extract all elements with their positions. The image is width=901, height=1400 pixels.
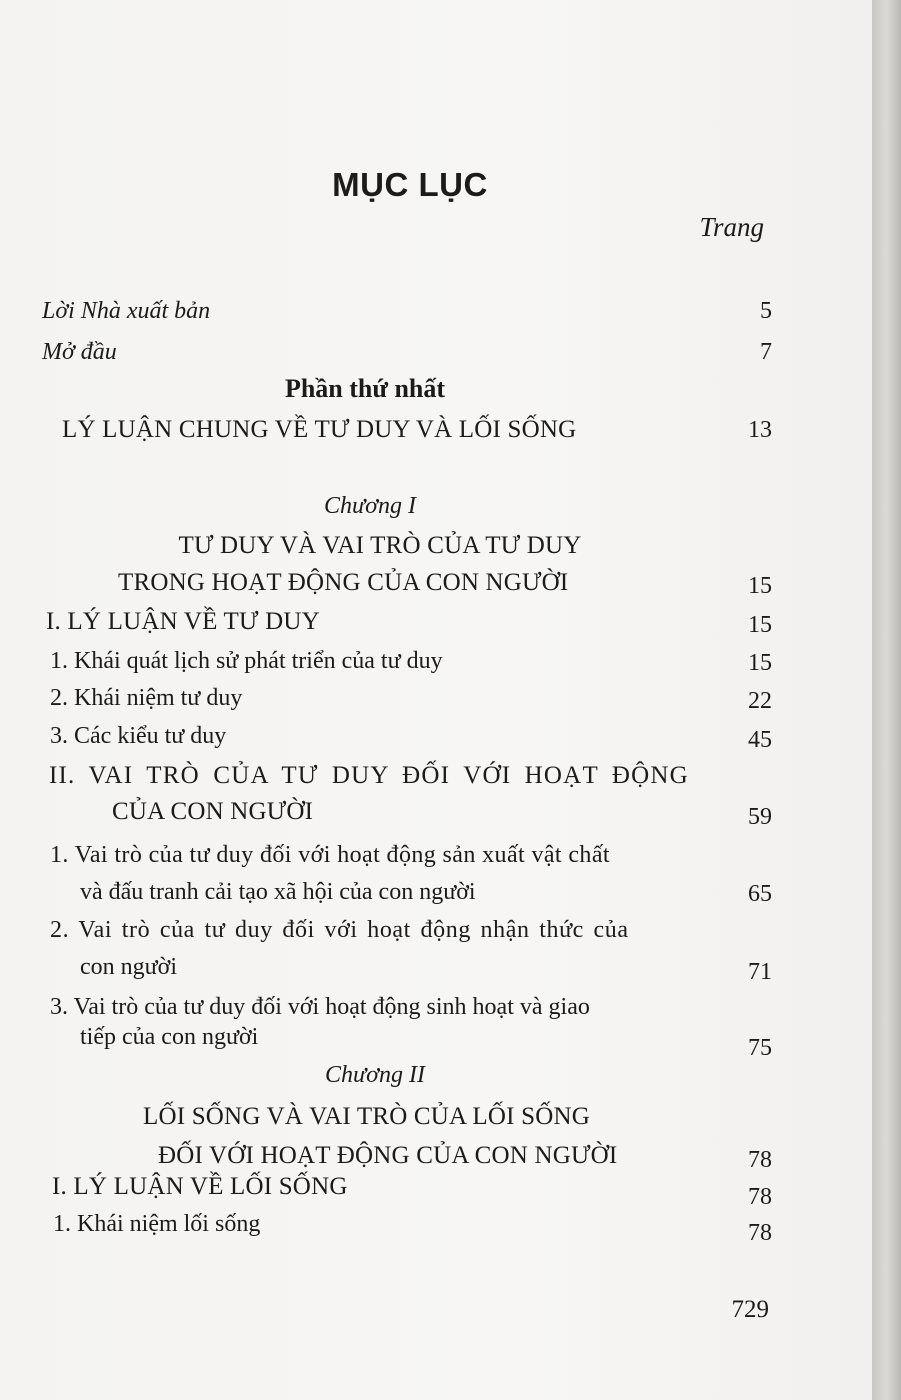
toc-entry-text: tiếp của con người [80, 1024, 259, 1050]
toc-entry-text: 2. Khái niệm tư duy [50, 685, 243, 711]
toc-entry-page: 71 [748, 959, 772, 985]
section-title: I. LÝ LUẬN VỀ TƯ DUY [46, 608, 320, 635]
toc-entry-page: 75 [748, 1035, 772, 1061]
section-title: II. VAI TRÒ CỦA TƯ DUY ĐỐI VỚI HOẠT ĐỘNG [49, 762, 689, 789]
page-number: 729 [731, 1296, 769, 1323]
toc-entry-page: 59 [748, 804, 772, 830]
chapter-heading: Chương II [325, 1062, 425, 1088]
part-heading: Phần thứ nhất [284, 374, 446, 403]
toc-entry-page: 78 [748, 1147, 772, 1173]
chapter-title: LỐI SỐNG VÀ VAI TRÒ CỦA LỐI SỐNG [143, 1103, 590, 1130]
toc-entry-text: 3. Vai trò của tư duy đối với hoạt động sinh hoạt và giao [50, 994, 590, 1020]
toc-entry-page: 78 [748, 1220, 772, 1246]
toc-entry-text: con người [80, 954, 178, 980]
section-title: CỦA CON NGƯỜI [112, 798, 314, 825]
toc-entry-page: 78 [748, 1184, 772, 1210]
toc-entry-text: Lời Nhà xuất bản [42, 298, 211, 324]
chapter-title: ĐỐI VỚI HOẠT ĐỘNG CỦA CON NGƯỜI [158, 1142, 618, 1169]
toc-entry-page: 15 [748, 573, 772, 599]
toc-entry-text: 1. Vai trò của tư duy đối với hoạt động sản xuất vật chất [50, 842, 610, 868]
chapter-heading: Chương I [324, 493, 416, 519]
book-page-edge [872, 0, 901, 1400]
page-column-label: Trang [699, 212, 764, 242]
page-title: MỤC LỤC [332, 166, 488, 203]
toc-entry-page: 15 [748, 650, 772, 676]
toc-entry-page: 45 [748, 727, 772, 753]
toc-entry-page: 15 [748, 612, 772, 638]
toc-entry-page: 65 [748, 881, 772, 907]
toc-entry-text: 1. Khái quát lịch sử phát triển của tư duy [50, 648, 443, 674]
toc-entry-page: 13 [748, 417, 772, 443]
toc-entry-text: 3. Các kiểu tư duy [50, 723, 227, 749]
toc-entry-text: 2. Vai trò của tư duy đối với hoạt động nhận thức của [50, 917, 629, 943]
part-title: LÝ LUẬN CHUNG VỀ TƯ DUY VÀ LỐI SỐNG [62, 416, 577, 443]
toc-entry-page: 22 [748, 688, 772, 714]
section-title: I. LÝ LUẬN VỀ LỐI SỐNG [52, 1173, 348, 1200]
toc-entry-text: và đấu tranh cải tạo xã hội của con người [80, 879, 476, 905]
toc-entry-page: 7 [760, 339, 772, 365]
toc-entry-page: 5 [760, 298, 772, 324]
chapter-title: TƯ DUY VÀ VAI TRÒ CỦA TƯ DUY [178, 532, 582, 559]
toc-entry-text: Mở đầu [42, 339, 117, 365]
toc-entry-text: 1. Khái niệm lối sống [53, 1211, 261, 1237]
chapter-title: TRONG HOẠT ĐỘNG CỦA CON NGƯỜI [118, 569, 569, 596]
